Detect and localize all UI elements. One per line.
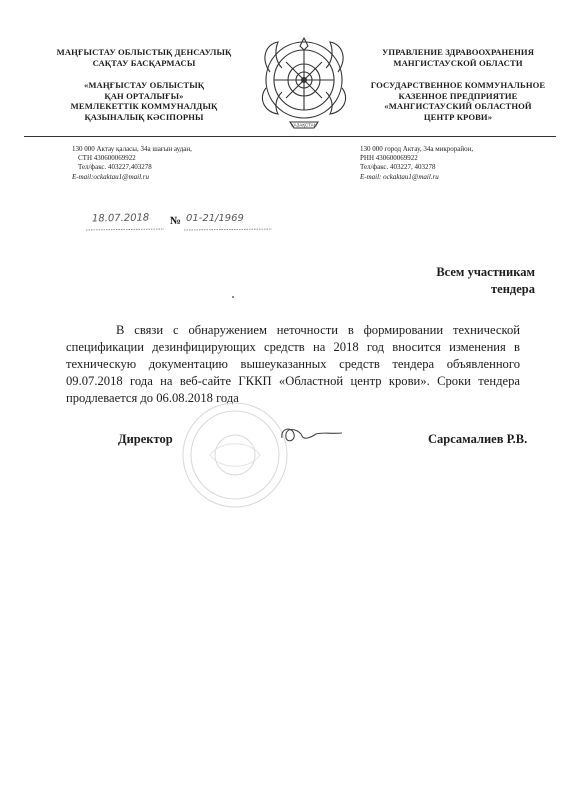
header-ru-line4: КАЗЕННОЕ ПРЕДПРИЯТИЕ (398, 90, 518, 101)
address-ru (360, 145, 560, 182)
address-ru-line2: РНН 430600069922 (360, 154, 418, 163)
header-kz-line6: ҚАЗЫНАЛЫҚ КӘСІПОРНЫ (84, 111, 204, 122)
header-ru-line2: МАНГИСТАУСКОЙ ОБЛАСТИ (393, 57, 523, 68)
letter-body (66, 322, 520, 407)
address-ru-line1: 130 000 город Актау, 34а микрорайон, (360, 145, 474, 153)
address-kz-line2: СТН 430600069922 (78, 154, 136, 163)
header-ru-line3: ГОСУДАРСТВЕННОЕ КОММУНАЛЬНОЕ (370, 80, 546, 90)
address-ru-email: E-mail: ockaktau1@mail.ru (360, 172, 439, 181)
header-kz-line1: МАҢҒЫСТАУ ОБЛЫСТЫҚ ДЕНСАУЛЫҚ (56, 47, 232, 57)
header-kz-line4: ҚАН ОРТАЛЫҒЫ» (104, 90, 184, 101)
address-kz-line3: Тел/факс. 403227,403278 (78, 163, 152, 172)
stamp-seal-icon (180, 400, 290, 510)
header-ru-line1: УПРАВЛЕНИЕ ЗДРАВООХРАНЕНИЯ (382, 47, 534, 57)
addressee (436, 264, 535, 298)
addressee-line2: тендера (491, 282, 535, 296)
header-ru-line6: ЦЕНТР КРОВИ» (423, 111, 493, 122)
letter-body-text: В связи с обнаружением неточности в формировании технической спецификации дезинфицирующих средств на 2018 год вносится изменения в техническую документацию вышеуказанных средств тендера объявленного 09.07.2018 года на веб-сайте ГККП «Областной центр крови». Сроки тендера продлевается до 06.08.2018 года (66, 323, 520, 405)
speck (232, 296, 234, 298)
signatory-name: Сарсамалиев Р.В. (428, 432, 528, 446)
header-kz-line2: САҚТАУ БАСҚАРМАСЫ (92, 57, 196, 68)
registration-number-label: № (170, 215, 182, 227)
signatory-title: Директор (118, 432, 173, 446)
header-kz-line5: МЕМЛЕКЕТТІК КОММУНАЛДЫҚ (70, 101, 218, 111)
addressee-line1: Всем участникам (436, 265, 535, 279)
handwritten-signature (276, 420, 346, 450)
header-kz (44, 47, 244, 122)
header-kz-line3: «МАҢҒЫСТАУ ОБЛЫСТЫҚ (83, 80, 205, 90)
address-ru-line3: Тел/факс. 403227, 403278 (360, 163, 436, 172)
address-kz-email: E-mail:ockaktau1@mail.ru (72, 172, 150, 181)
header-ru-line5: «МАНГИСТАУСКИЙ ОБЛАСТНОЙ (384, 101, 532, 111)
header-ru (348, 47, 568, 122)
header-divider (24, 136, 556, 137)
state-emblem-icon (256, 32, 352, 132)
address-kz-line1: 130 000 Актау қаласы, 34а шағын аудан, (72, 145, 192, 153)
emblem-text: ҚАЗАҚСТАН (291, 122, 317, 128)
address-kz (72, 145, 272, 182)
registration-number: 01-21/1969 (186, 213, 244, 224)
registration-date: 18.07.2018 (91, 212, 150, 225)
